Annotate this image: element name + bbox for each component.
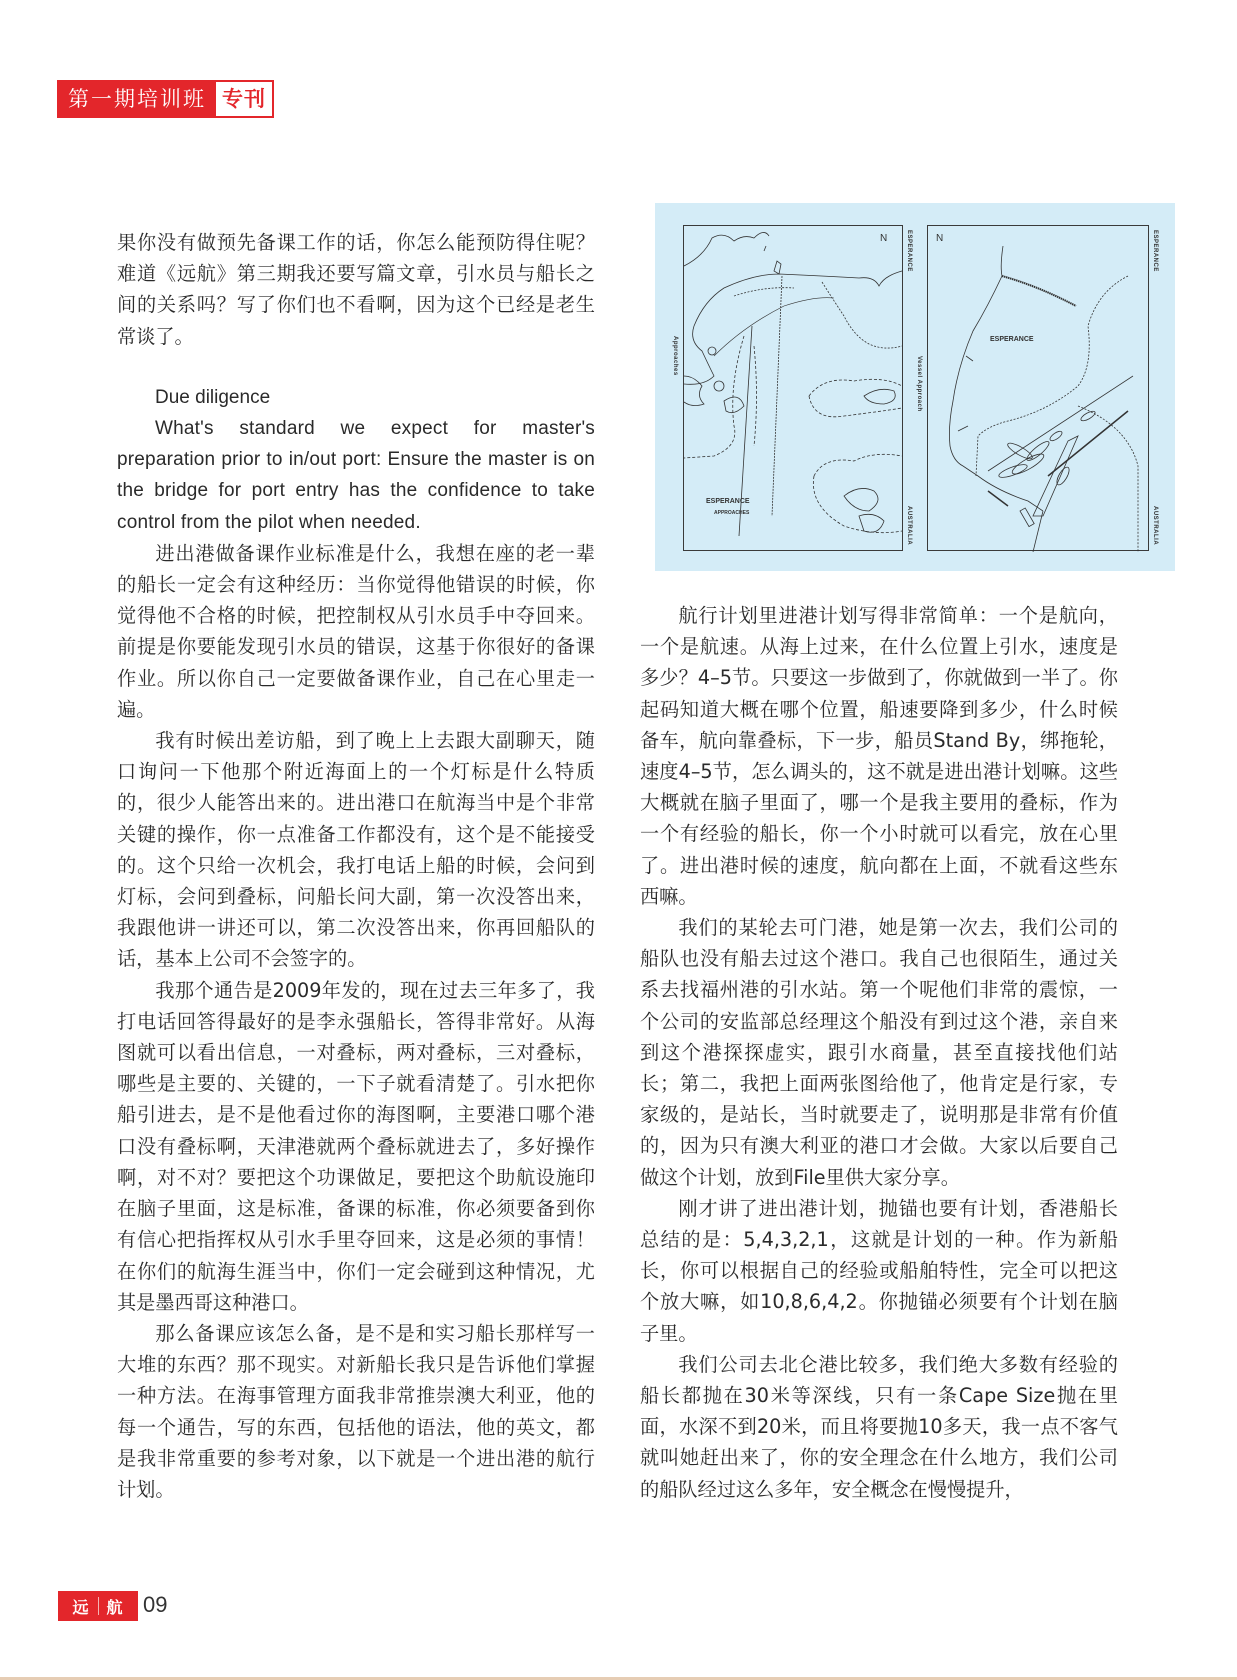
brand-divider [98,1597,99,1615]
paragraph: 航行计划里进港计划写得非常简单：一个是航向，一个是航速。从海上过来，在什么位置上引水，速度是多少？4–5节。只要这一步做到了，你就做到一半了。你起码知道大概在哪个位置，船速要降到多少，什么时候备车，航向靠叠标，下一步，船员Stand By，绑拖轮，速度4–5节，怎么调头的，这不就是进出港计划嘛。这些大概就在脑子里面了，哪一个是我主要用的叠标，作为一个有经验的船长，你一个小时就可以看完，放在心里了。进出港时候的速度，航向都在上面，不就看这些东西嘛。 [640,604,1118,908]
subheading-due-diligence: Due diligence [155,386,271,408]
paragraph: 我们公司去北仑港比较多，我们绝大多数有经验的船长都抛在30米等深线，只有一条Cape Size抛在里面，水深不到20米，而且将要抛10多天，我一点不客气就叫她赶出来了，你的安全理念在什么地方，我们公司的船队经过这么多年，安全概念在慢慢提升， [640,1352,1118,1501]
magazine-brand-tag [58,1591,138,1621]
map-title: ESPERANCE [990,336,1034,343]
paragraph: 进出港做备课作业标准是什么，我想在座的老一辈的船长一定会有这种经历：当你觉得他错误的时候，你觉得他不合格的时候，把控制权从引水员手中夺回来。前提是你要能发现引水员的错误，这基于你很好的备课作业。所以你自己一定要做备课作业，自己在心里走一遍。 [117,541,595,721]
map-left-label: Vessel Approach [916,356,922,412]
paragraph: 刚才讲了进出港计划，抛锚也要有计划，香港船长总结的是：5,4,3,2,1，这就是计划的一种。作为新船长，你可以根据自己的经验或船舶特性，完全可以把这个放大嘛，如10,8,6,4,2。你抛锚必须要有个计划在脑子里。 [640,1196,1118,1345]
chart-esperance-approaches [672,225,912,551]
section-label: 第一期培训班 [59,82,216,116]
paragraph: 那么备课应该怎么备，是不是和实习船长那样写一大堆的东西？那不现实。对新船长我只是告诉他们掌握一种方法。在海事管理方面我非常推崇澳大利亚，他的每一个通告，写的东西，包括他的语法，他的英文，都是我非常重要的参考对象，以下就是一个进出港的航行计划。 [117,1321,595,1501]
harbour-drawing [928,226,1150,552]
page-number: 09 [143,1592,168,1617]
port-charts-figure [655,203,1175,571]
paragraph: 我们的某轮去可门港，她是第一次去，我们公司的船队也没有船去过这个港口。我自己也很陌生，通过关系去找福州港的引水站。第一个呢他们非常的震惊，一个公司的安监部总经理这个船没有到过这个港，亲自来到这个港探探虚实，跟引水商量，甚至直接找他们站长；第二，我把上面两张图给他了，他肯定是行家，专家级的，是站长，当时就要走了，说明那是非常有价值的，因为只有澳大利亚的港口才会做。大家以后要自己做这个计划，放到File里供大家分享。 [640,916,1118,1189]
left-column [117,227,595,1505]
north-arrow-icon: N [936,233,944,244]
chart-esperance-harbour [916,225,1158,551]
map-side-label-bottom: AUSTRALIA [1152,506,1158,546]
map-title: ESPERANCE [706,498,750,505]
section-badge: 专刊 [216,82,272,116]
section-header-tag [57,80,274,118]
map-side-label-top: ESPERANCE [906,230,912,272]
map-side-label-bottom: AUSTRALIA [906,506,912,546]
right-column [640,600,1118,1505]
paragraph: 我那个通告是2009年发的，现在过去三年多了，我打电话回答得最好的是李永强船长，答得非常好。从海图就可以看出信息，一对叠标，两对叠标，三对叠标，哪些是主要的、关键的，一下子就看清楚了。引水把你船引进去，是不是他看过你的海图啊，主要港口哪个港口没有叠标啊，天津港就两个叠标就进去了，多好操作啊，对不对？要把这个功课做足，要把这个助航设施印在脑子里面，这是标准，备课的标准，你必须要备到你有信心把指挥权从引水手里夺回来，这是必须的事情！在你们的航海生涯当中，你们一定会碰到这种情况，尤其是墨西哥这种港口。 [117,978,595,1314]
map-side-label-top: ESPERANCE [1152,230,1158,272]
north-arrow-icon: N [880,233,888,244]
map-subtitle: APPROACHES [714,510,750,516]
brand-char-right: 航 [106,1597,124,1617]
brand-char-left: 远 [72,1597,90,1617]
paragraph: 我有时候出差访船，到了晚上上去跟大副聊天，随口询问一下他那个附近海面上的一个灯标是什么特质的，很少人能答出来的。进出港口在航海当中是个非常关键的操作，你一点准备工作都没有，这个是不能接受的。这个只给一次机会，我打电话上船的时候，会问到灯标，会问到叠标，问船长问大副，第一次没答出来，我跟他讲一讲还可以，第二次没答出来，你再回船队的话，基本上公司不会签字的。 [117,729,595,971]
paragraph-english: What's standard we expect for master's preparation prior to in/out port: Ensure the master is on the bridge for port entry has the confidence to take control from the pilot when needed. [117,418,595,533]
paragraph: 果你没有做预先备课工作的话，你怎么能预防得住呢？难道《远航》第三期我还要写篇文章，引水员与船长之间的关系吗？写了你们也不看啊，因为这个已经是老生常谈了。 [117,231,595,348]
map-left-label: Approaches [672,336,678,376]
